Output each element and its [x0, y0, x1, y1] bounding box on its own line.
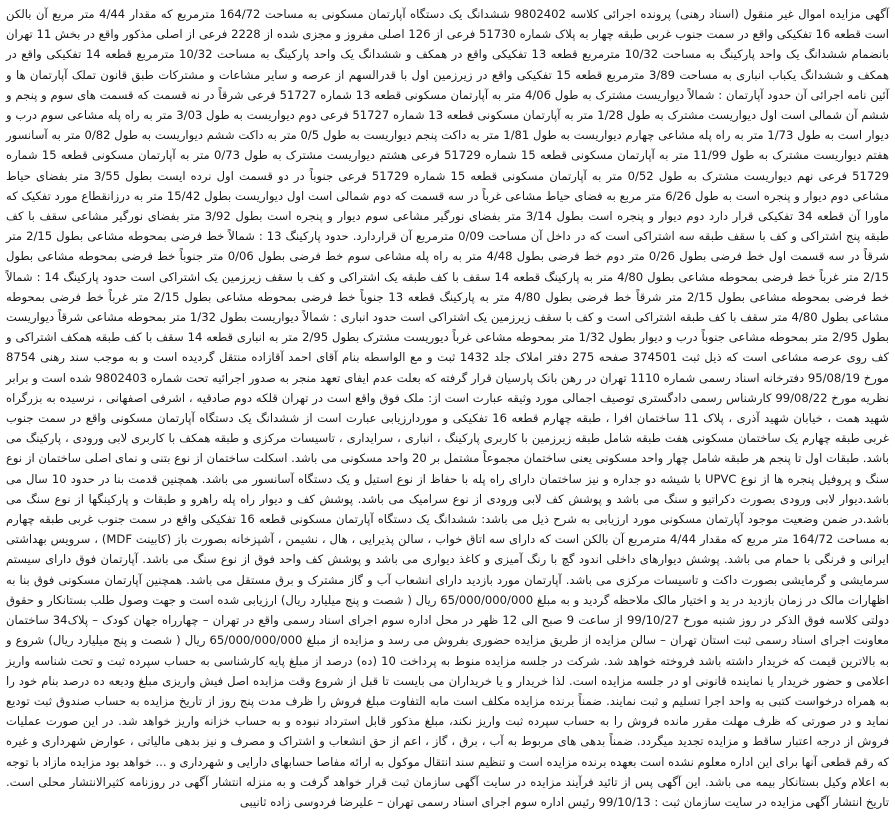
notice-body: آگهی مزایده اموال غیر منقول (اسناد رهنی) پرونده اجرائی کلاسه 9802402 ششدانگ یک دستگاه آپارتمان مسکونی به مساحت 164/72 مترمربع که مقدار 4/44 متر مربع آن بالکن است قطعه 16 تفکیکی واقع در سمت جنوب غربی طبقه چهار به پلاک شماره 51730 فرعی از 126 اصلی مفروز و مجزی شده از 2228 فرعی از اصلی مذکور واقع در بخش 11 تهران بانضمام ششدانگ یک واحد پارکینگ به مساحت 10/32 مترمربع قطعه 13 تفکیکی واقع در همکف و ششدانگ یک واحد پارکینگ به مساحت 10/32 مترمربع قطعه 14 تفکیکی واقع در همکف و ششدانگ یکباب انباری به مساحت 3/89 مترمربع قطعه 15 تفکیکی واقع در زیرزمین اول با قدرالسهم از عرصه و سایر مشاعات و مشترکات طبق قانون تملک آپارتمان ها و آئین نامه اجرائی آن حدود آپارتمان : شمالاً دیواریست مشترک به طول 4/06 متر به آپارتمان مسکونی قطعه 13 شماره 51727 فرعی شرقاً در نه قسمت که قسمت های سوم و پنجم و ششم آن شمالی است اول دیواریست مشترک به طول 1/28 متر به آپارتمان مسکونی قطعه 13 شماره 51727 فرعی دوم دیواریست به طول 3/03 متر به راه پله مشاعی سوم درب و دیوار است به طول 1/73 متر به راه پله مشاعی چهارم دیواریست به طول 1/81 متر به داکت پنجم دیواریست به طول 0/5 متر به داکت ششم دیواریست به طول 0/82 متر به آسانسور هفتم دیواریست مشترک به طول 11/99 متر به آپارتمان مسکونی قطعه 15 شماره 51729 فرعی هشتم دیواریست مشترک به طول 0/73 متر به آپارتمان مسکونی قطعه 15 شماره 51729 فرعی نهم دیواریست مشترک به طول 0/52 متر به آپارتمان مسکونی قطعه 15 شماره 51729 فرعی جنوباً در دو قسمت اول نرده ایست بطول 3/55 متر بفضای حیاط مشاعی دوم دیوار و پنجره است به طول 6/26 متر مربع به فضای حیاط مشاعی غرباً در سه قسمت که دوم شمالی است اول دیواریست بطول 15/42 متر به درزانقطاع مورد تفکیک که ماورا آن قطعه 34 تفکیکی قرار دارد دوم دیوار و پنجره است بطول 3/14 متر بفضای نورگیر مشاعی سوم دیوار و پنجره است بطول 3/92 متر بفضای نورگیر مشاعی سقف با کف طبقه پنج اشتراکی و کف با سقف طبقه سه اشتراکی است که در داخل آن مساحت 0/09 مترمربع آن قراردارد. حدود پارکینگ 13 : شمالاً خط فرضی بمحوطه مشاعی بطول 2/15 متر شرقاً در سه قسمت اول خط فرضی بطول 0/26 متر دوم خط فرضی بطول 4/48 متر به راه پله مشاعی سوم خط فرضی بطول 0/06 متر جنوباً خط فرضی بمحوطه مشاعی بطول 2/15 متر غرباً خط فرضی بمحوطه مشاعی بطول 4/80 متر به پارکینگ قطعه 14 سقف با کف طبقه یک اشتراکی و کف با سقف زیرزمین یک اشتراکی است حدود پارکینگ 14 : شمالاً خط فرضی بمحوطه مشاعی بطول 2/15 متر شرقاً خط فرضی بطول 4/80 متر به پارکینگ قطعه 13 جنوباً خط فرضی بمحوطه مشاعی بطول 2/15 متر غرباً خط فرضی بمحوطه مشاعی بطول 4/80 متر سقف با کف طبقه اشتراکی است و کف با سقف زیرزمین یک اشتراکی است حدود انباری : شمالاً دیواریست بطول 1/32 متر بمحوطه مشاعی شرقاً دیواریست بطول 2/95 متر بمحوطه مشاعی جنوباً درب و دیوار بطول 1/32 متر بمحوطه مشاعی غرباً دیوریست مشترک بطول 2/95 متر به انباری قطعه 14 سقف با کف طبقه همکف اشتراکی و کف روی عرصه مشاعی است که ذیل ثبت 374501 صفحه 275 دفتر املاک جلد 1432 ثبت و مع الواسطه بنام آقای احمد آقازاده منتقل گردیده است و به موجب سند رهنی 8754 مورخ 95/08/19 دفترخانه اسناد رسمی شماره 1110 تهران در رهن بانک پارسیان قرار گرفته که بعلت عدم ایفای تعهد منجر به صدور اجرائیه تحت شماره 9802403 شده است و برابر نظریه مورخ 99/08/22 کارشناس رسمی دادگستری توصیف اجمالی مورد وثیقه عبارت است از: ملک فوق واقع است در تهران قلکه دوم صادقیه ، اشرفی اصفهانی ، نرسیده به بزرگراه شهید همت ، خیابان شهید آذری ، پلاک 11 ساختمان افرا ، طبقه چهارم قطعه 16 تفکیکی و موردارزیابی عبارت است از ششدانگ یک دستگاه آپارتمان مسکونی واقع در سمت جنوب غربی طبقه چهارم یک ساختمان مسکونی هفت طبقه شامل طبقه زیرزمین با کاربری پارکینگ ، انباری ، سرایداری ، تاسیسات مرکزی و طبقه همکف با کاربری لابی ورودی ، پارکینگ می باشد. طبقات اول تا پنجم هر طبقه شامل چهار واحد مسکونی یعنی ساختمان مجموعاً مشتمل بر 20 واحد مسکونی می باشد. اسکلت ساختمان از نوع بتنی و نمای اصلی ساختمان از نوع سنگ و پروفیل پنجره ها از نوع UPVC با شیشه دو جداره و نیز ساختمان دارای راه پله با حفاظ از نوع استیل و یک دستگاه آسانسور می باشد. همچنین قدمت بنا در حدود 10 سال می باشد.دیوار لابی ورودی بصورت دکراتیو و سنگ می باشد و پوشش کف لابی ورودی از نوع سرامیک می باشد. پوشش کف و دیوار راه پله راهرو و طبقات و پارکینگها از نوع سنگ می باشد.در ضمن وضعیت موجود آپارتمان مسکونی مورد ارزیابی به شرح ذیل می باشد: ششدانگ یک دستگاه آپارتمان مسکونی قطعه 16 تفکیکی واقع در سمت جنوب غربی طبقه چهارم به مساحت 164/72 متر مربع که مقدار 4/44 مترمربع آن بالکن است که دارای سه اتاق خواب ، سالن پذیرایی ، هال ، نشیمن ، آشپزخانه بصورت باز (کابینت MDF) ، سرویس بهداشتی ایرانی و فرنگی با حمام می باشد. پوشش دیوارهای داخلی اندود گچ با رنگ آمیزی و کاغذ دیواری می باشد و پوشش کف واحد فوق از نوع سنگ می باشد. آپارتمان فوق دارای سیستم سرمایشی و گرمایشی بصورت داکت و تاسیسات مرکزی می باشد. آپارتمان مورد بازدید دارای انشعاب آب و گاز مشترک و برق مستقل می باشد. همچنین آپارتمان مسکونی فوق بنا به اظهارات مالک در زمان بازدید در ید و اختیار مالک ملاحظه گردید و به مبلغ 65/000/000/000 ریال ( شصت و پنج میلیارد ریال) ارزیابی شده است و جهت وصول طلب بستانکار و حقوق دولتی کلاسه فوق الذکر در روز شنبه مورخ 99/10/27 از ساعت 9 صبح الی 12 ظهر در محل اداره سوم اجرای اسناد رسمی واقع در تهران – چهارراه جهان کودک – پلاک34 ساختمان معاونت اجرای اسناد رسمی ثبت استان تهران – سالن مزایده از طریق مزایده حضوری بفروش می رسد و مزایده از مبلغ 65/000/000/000 ریال ( شصت و پنج میلیارد ریال) شروع و به بالاترین قیمت که خریدار داشته باشد فروخته خواهد شد. شرکت در جلسه مزایده منوط به پرداخت 10 (ده) درصد از مبلغ پایه کارشناسی به حساب سپرده ثبت و تحت شناسه واریز اعلامی و حضور خریدار یا نماینده قانونی او در جلسه مزایده است. لذا خریدار و یا خریداران می بایست تا قبل از شروع وقت مزایده اصل فیش واریزی مبلغ ودیعه ده درصد بنام خود را به همراه درخواست کتبی به واحد اجرا تسلیم و ثبت نمایند. ضمناً برنده مزایده مکلف است مابه التفاوت مبلغ فروش را ظرف مدت پنج روز از تاریخ مزایده به حساب صندوق ثبت تودیع نماید و در صورتی که ظرف مهلت مقرر مانده فروش را به حساب سپرده ثبت واریز نکند، مبلغ مذکور قابل استرداد نبوده و به حساب خزانه واریز خواهد شد. در این صورت عملیات فروش از درجه اعتبار ساقط و مزایده تجدید میگردد. ضمناً بدهی های مربوط به آب ، برق ، گاز ، اعم از حق انشعاب و اشتراک و مصرف و نیز بدهی مالیاتی ، عوارض شهرداری و غیره که رقم قطعی آنها برای این اداره معلوم نشده است بعهده برنده مزایده است و تنظیم سند انتقال موکول به ارائه مفاصا حسابهای دارایی و شهرداری و ... خواهد بود مزایده مازاد با توجه به اعلام وکیل بستانکار بیمه می باشد. این آگهی پس از تائید فرآیند مزایده در سایت آگهی سازمان ثبت قرار خواهد گرفت و به منزله انتشار آگهی در روزنامه کثیرالانتشار محلی است. تاریخ انتشار آگهی مزایده در سایت سازمان ثبت : 99/10/13 رئیس اداره سوم اجرای اسناد رسمی تهران – علیرضا فردوسی زاده ثانیبی: [6, 7, 890, 809]
auction-notice: [6, 4, 889, 812]
